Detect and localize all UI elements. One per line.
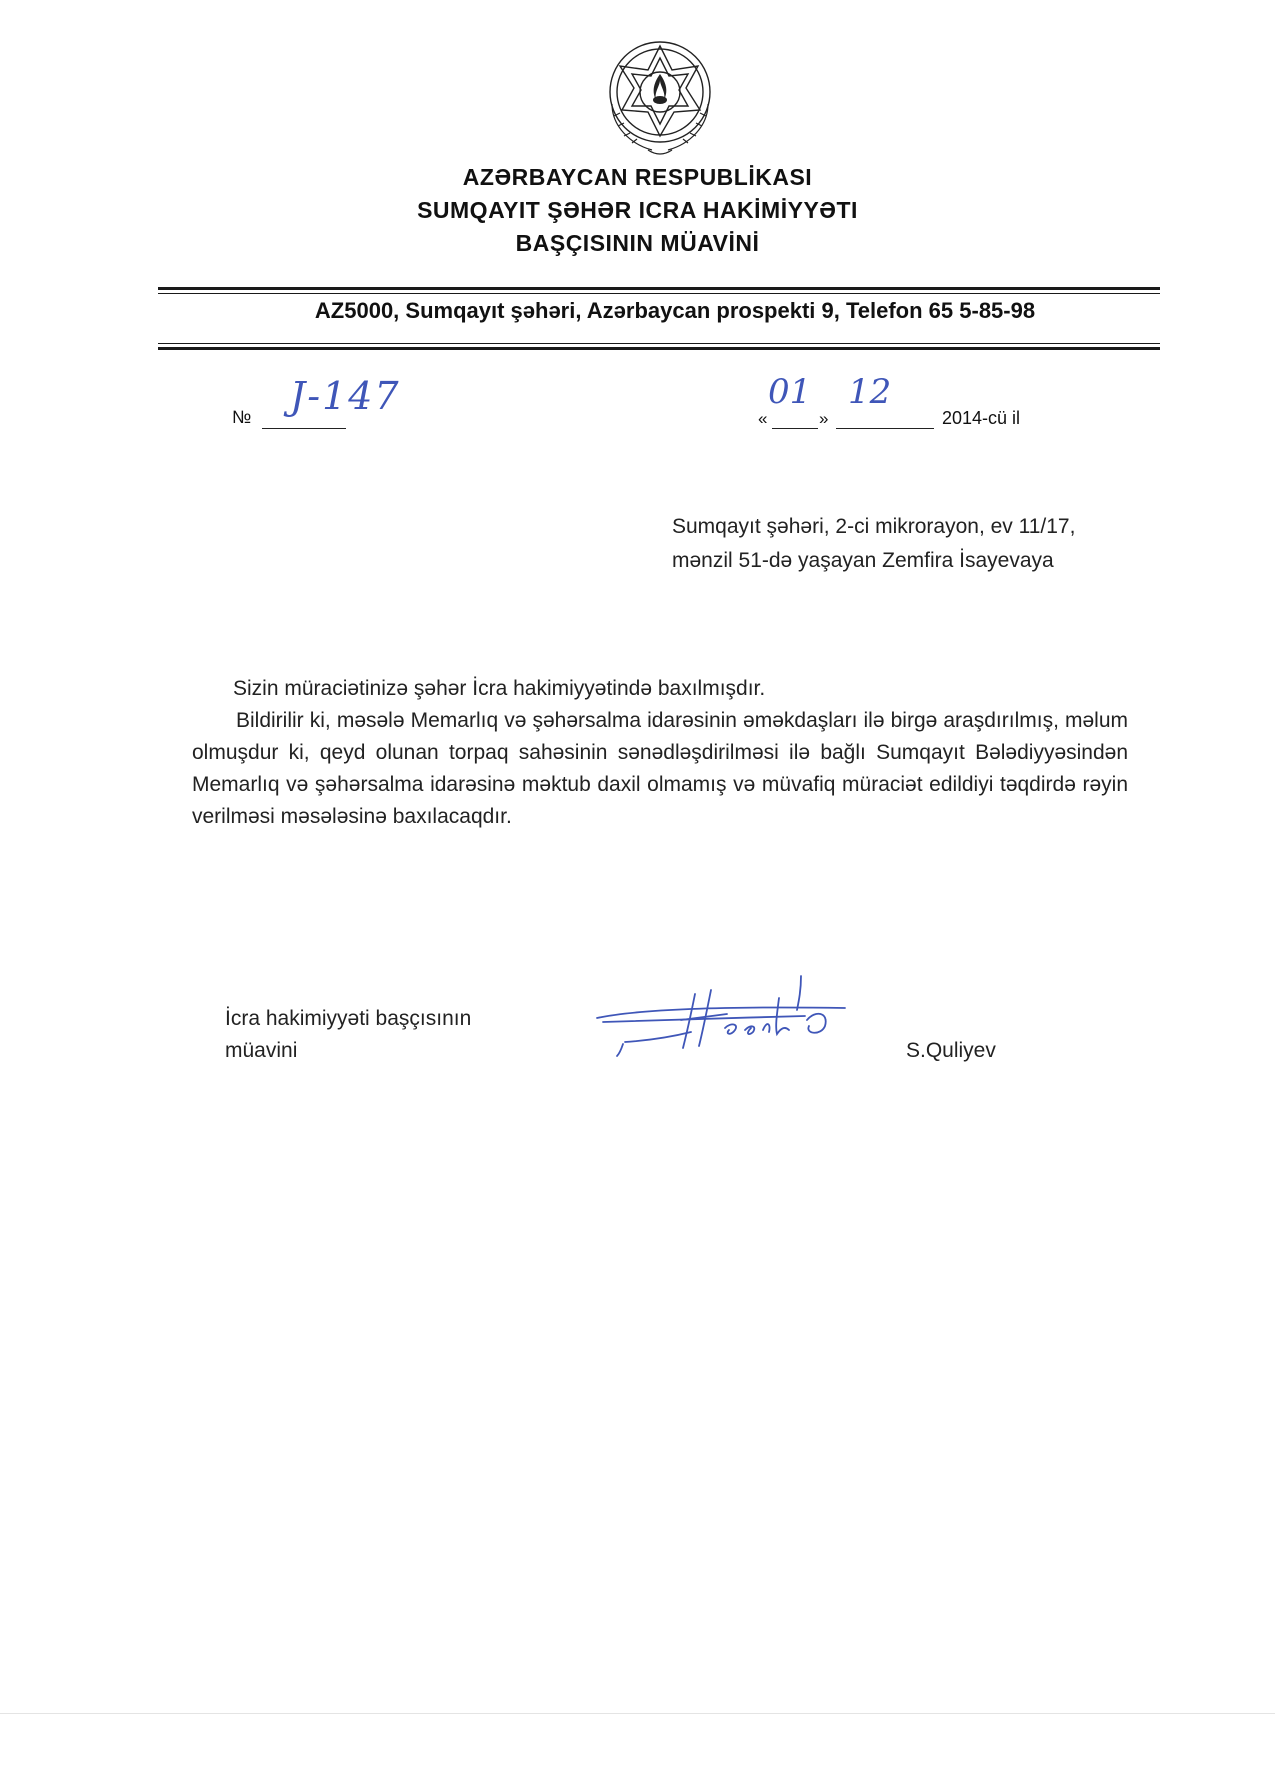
signatory-title-line-2: müavini [225,1039,298,1062]
date-day-handwritten: 01 [768,372,812,412]
date-month-handwritten: 12 [848,372,892,412]
addressee-line-2: mənzil 51-də yaşayan Zemfira İsayevaya [672,549,1054,572]
header-rule-top-thin [158,293,1160,294]
header-rule-bottom [158,347,1160,350]
date-year: 2014-cü il [942,408,1021,428]
header-country: AZƏRBAYCAN RESPUBLİKASI [462,164,813,190]
signatory-title-line-1: İcra hakimiyyəti başçısının [225,1007,472,1030]
header-position: BAŞÇISININ MÜAVİNİ [515,230,760,256]
signer-name: S.Quliyev [906,1039,996,1062]
body-paragraph-2: Bildirilir ki, məsələ Memarlıq və şəhərsalma idarəsinin əməkdaşları ilə birgə araşdırılmış, məlum olmuşdur ki, qeyd olunan torpaq sahəsinin sənədləşdirilməsi ilə bağlı Sumqayıt Bələdiyyəsindən Memarlıq və şəhərsalma idarəsinə məktub daxil olmamış və müvafiq müraciət edildiyi təqdirdə rəyin verilməsi məsələsinə baxılacaqdır. [192,709,1128,828]
header-authority: SUMQAYIT ŞƏHƏR ICRA HAKİMİYYƏTI [417,197,858,223]
handwritten-signature [595,970,875,1060]
document-number-handwritten: J-147 [290,374,401,418]
date-open-quote: « [758,409,768,428]
date-day-underline [772,428,818,429]
header-rule-bottom-thin [158,343,1160,344]
date-close-quote: » [819,409,829,428]
document-number-label: № [232,407,252,427]
document-number-underline [262,428,346,429]
body-paragraph-1: Sizin müraciətinizə şəhər İcra hakimiyyətində baxılmışdır. [233,677,766,700]
page-bottom-edge [0,1713,1275,1714]
addressee-line-1: Sumqayıt şəhəri, 2-ci mikrorayon, ev 11/17, [672,515,1076,538]
state-emblem-icon [590,26,730,166]
date-month-underline [836,428,934,429]
header-rule-top [158,287,1160,290]
header-address: AZ5000, Sumqayıt şəhəri, Azərbaycan prospekti 9, Telefon 65 5-85-98 [314,298,1036,323]
